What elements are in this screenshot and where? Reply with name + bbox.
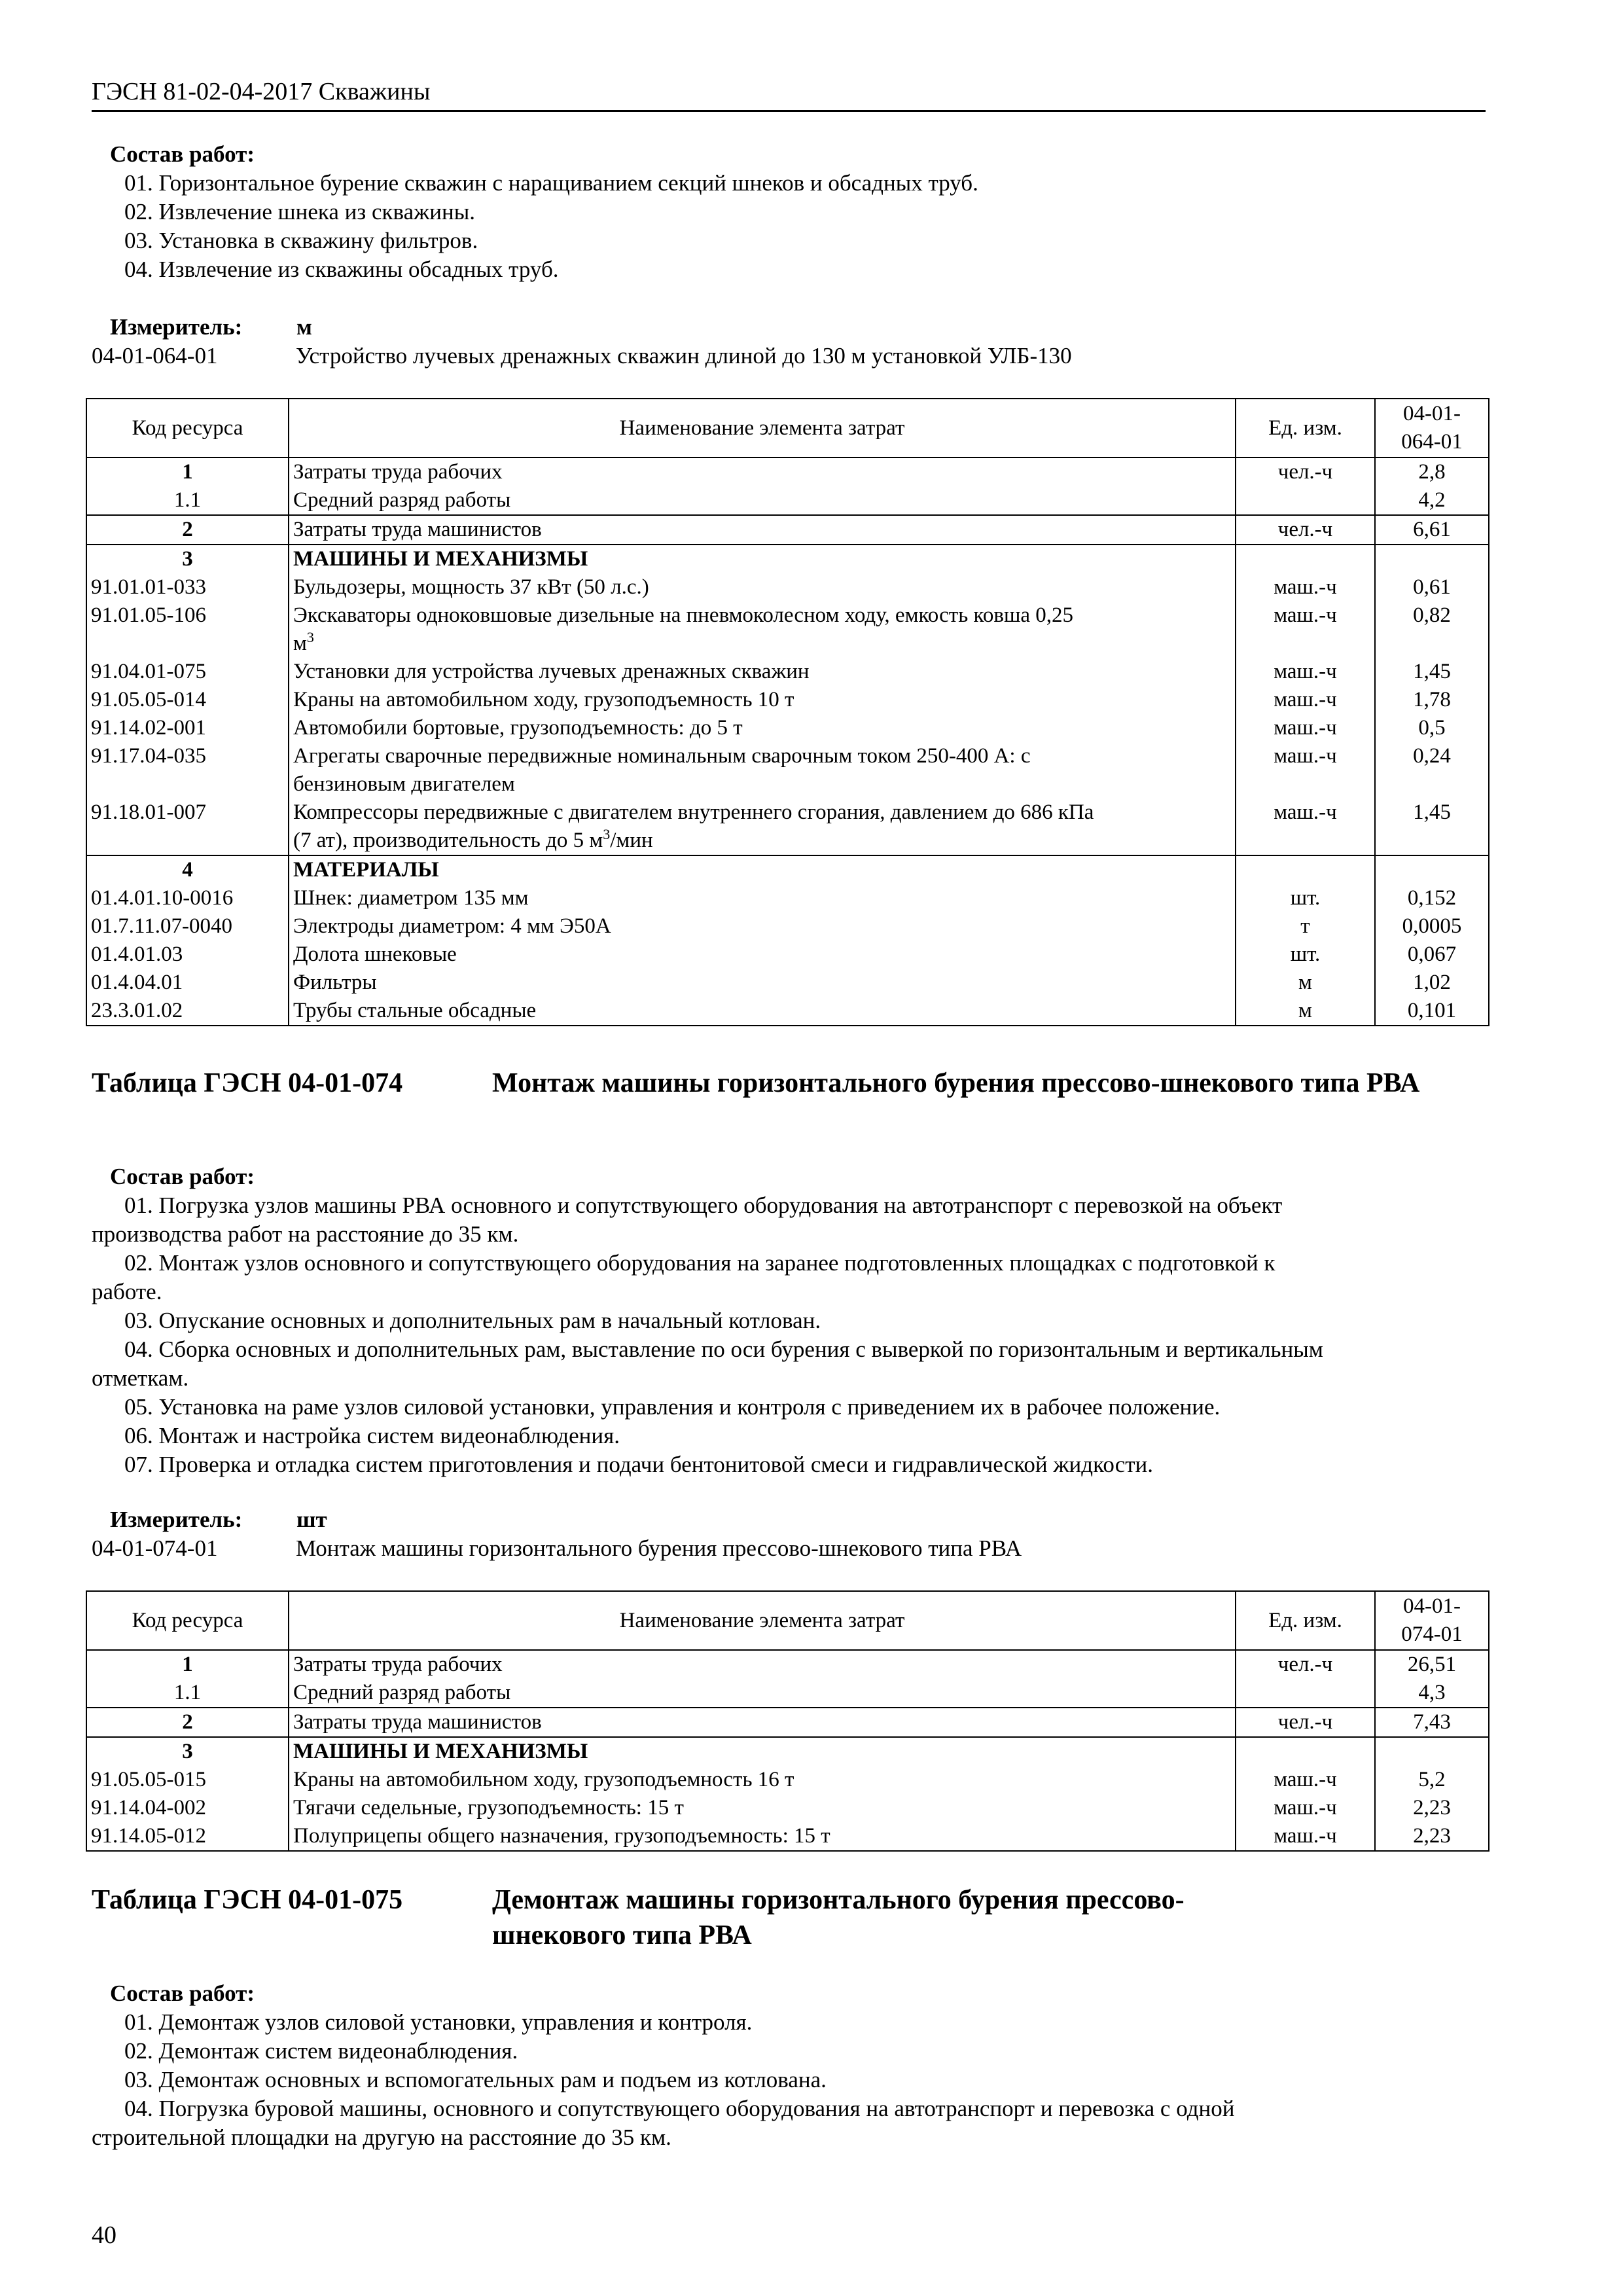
norm-title: Устройство лучевых дренажных скважин длиной до 130 м установкой УЛБ-130 [296,343,1072,368]
table-title: Демонтаж машины горизонтального бурения прессово-шнекового типа РВА [492,1885,1185,1950]
header-norm-column: 04-01- 064-01 [1375,399,1489,457]
work-item: производства работ на расстояние до 35 км. [92,1221,519,1247]
table-row: 01.4.01.10-0016 Шнек: диаметром 135 мм шт. 0,152 [86,884,1489,912]
work-composition-1 [110,140,978,284]
work-item: работе. [92,1279,162,1304]
measurer-label: Измеритель: [110,314,243,340]
work-composition-label: Состав работ: [110,141,255,167]
table-row: 91.17.04-035 Агрегаты сварочные передвижные номинальным сварочным током 250-400 А: с бензиновым двигателем маш.-ч 0,24 [86,742,1489,798]
page-header: ГЭСН 81-02-04-2017 Скважины [92,75,1486,112]
header-norm-column: 04-01- 074-01 [1375,1591,1489,1650]
table-row: 01.4.04.01 Фильтры м 1,02 [86,969,1489,997]
table-row: 23.3.01.02 Трубы стальные обсадные м 0,101 [86,997,1489,1026]
work-item: 02. Извлечение шнека из скважины. [124,199,476,224]
table-row: 91.05.05-015 Краны на автомобильном ходу, грузоподъемность 16 т маш.-ч 5,2 [86,1766,1489,1794]
norm-code-row-1 [92,342,1466,370]
table-row: 91.18.01-007 Компрессоры передвижные с двигателем внутреннего сгорания, давлением до 686 кПа (7 ат), производительность до 5 $м^3$/мин маш.-ч 1,45 [86,798,1489,855]
header-code: Код ресурса [86,399,289,457]
section-title-074 [92,1066,1492,1138]
table-row: 91.05.05-014 Краны на автомобильном ходу, грузоподъемность 10 т маш.-ч 1,78 [86,686,1489,714]
work-item: 03. Опускание основных и дополнительных рам в начальный котлован. [124,1308,821,1333]
header-name: Наименование элемента затрат [289,399,1236,457]
section-title-075 [92,1882,1492,1954]
table-number: Таблица ГЭСН 04-01-074 [92,1068,403,1098]
work-item: 04. Погрузка буровой машины, основного и сопутствующего оборудования на автотранспорт и перевозка с одной [124,2096,1235,2121]
work-item: 01. Горизонтальное бурение скважин с наращиванием секций шнеков и обсадных труб. [124,170,978,196]
table-row: 2 Затраты труда машинистов чел.-ч 7,43 [86,1708,1489,1737]
work-item: 04. Сборка основных и дополнительных рам, выставление по оси бурения с выверкой по горизонтальным и вертикальным [124,1336,1323,1362]
work-item: 01. Погрузка узлов машины РВА основного и сопутствующего оборудования на автотранспорт с перевозкой на объект [124,1193,1283,1218]
norm-code-row-2 [92,1534,1466,1563]
header-unit: Ед. изм. [1236,399,1375,457]
table-row: 2 Затраты труда машинистов чел.-ч 6,61 [86,515,1489,545]
work-item: 02. Демонтаж систем видеонаблюдения. [124,2038,518,2064]
work-item: 01. Демонтаж узлов силовой установки, управления и контроля. [124,2009,753,2035]
work-item: строительной площадки на другую на расстояние до 35 км. [92,2125,671,2150]
work-composition-3 [92,1979,1484,2152]
work-item: 07. Проверка и отладка систем приготовления и подачи бентонитовой смеси и гидравлической жидкости. [124,1452,1154,1477]
measurer-value: м [296,314,312,340]
work-item: 04. Извлечение из скважины обсадных труб. [124,257,559,282]
work-item: 06. Монтаж и настройка систем видеонаблюдения. [124,1423,620,1448]
header-unit: Ед. изм. [1236,1591,1375,1650]
table-row: 91.01.01-033 Бульдозеры, мощность 37 кВт (50 л.с.) маш.-ч 0,61 [86,573,1489,601]
table-row: 91.01.05-106 Экскаваторы одноковшовые дизельные на пневмоколесном ходу, емкость ковша 0,25 $м^3$ маш.-ч 0,82 [86,601,1489,658]
measurer-1 [110,313,764,342]
table-row: 1 Затраты труда рабочих чел.-ч 26,51 [86,1650,1489,1679]
table-row: 91.04.01-075 Установки для устройства лучевых дренажных скважин маш.-ч 1,45 [86,658,1489,686]
work-item: отметкам. [92,1365,189,1391]
work-item: 03. Установка в скважину фильтров. [124,228,478,253]
work-item: 03. Демонтаж основных и вспомогательных рам и подъем из котлована. [124,2067,827,2092]
table-row: 3 МАШИНЫ И МЕХАНИЗМЫ [86,545,1489,573]
header-code: Код ресурса [86,1591,289,1650]
table-row: 01.7.11.07-0040 Электроды диаметром: 4 мм Э50А т 0,0005 [86,912,1489,941]
table-row: 01.4.01.03 Долота шнековые шт. 0,067 [86,941,1489,969]
norm-table-1 [86,398,1489,1026]
table-row: 91.14.02-001 Автомобили бортовые, грузоподъемность: до 5 т маш.-ч 0,5 [86,714,1489,742]
measurer-2 [110,1505,764,1534]
page-number: 40 [92,2221,116,2249]
header-name: Наименование элемента затрат [289,1591,1236,1650]
norm-table-2 [86,1590,1489,1852]
work-item: 05. Установка на раме узлов силовой установки, управления и контроля с приведением их в рабочее положение. [124,1394,1221,1420]
work-item: 02. Монтаж узлов основного и сопутствующего оборудования на заранее подготовленных площадках с подготовкой к [124,1250,1275,1276]
table-number: Таблица ГЭСН 04-01-075 [92,1885,403,1915]
norm-code: 04-01-064-01 [92,343,218,368]
measurer-value: шт [296,1507,327,1532]
table-row: 1 Затраты труда рабочих чел.-ч 2,8 [86,457,1489,486]
table-row: 4 МАТЕРИАЛЫ [86,855,1489,884]
table-row: 1.1 Средний разряд работы 4,3 [86,1679,1489,1708]
table-title: Монтаж машины горизонтального бурения прессово-шнекового типа РВА [492,1068,1420,1098]
norm-code: 04-01-074-01 [92,1535,218,1561]
measurer-label: Измеритель: [110,1507,243,1532]
work-composition-label: Состав работ: [110,1164,255,1189]
table-row: 3 МАШИНЫ И МЕХАНИЗМЫ [86,1737,1489,1766]
work-composition-2 [92,1162,1484,1479]
table-row: 91.14.04-002 Тягачи седельные, грузоподъемность: 15 т маш.-ч 2,23 [86,1794,1489,1822]
work-composition-label: Состав работ: [110,1981,255,2006]
table-row: 91.14.05-012 Полуприцепы общего назначения, грузоподъемность: 15 т маш.-ч 2,23 [86,1822,1489,1851]
norm-title: Монтаж машины горизонтального бурения прессово-шнекового типа РВА [296,1535,1022,1561]
table-row: 1.1 Средний разряд работы 4,2 [86,486,1489,515]
